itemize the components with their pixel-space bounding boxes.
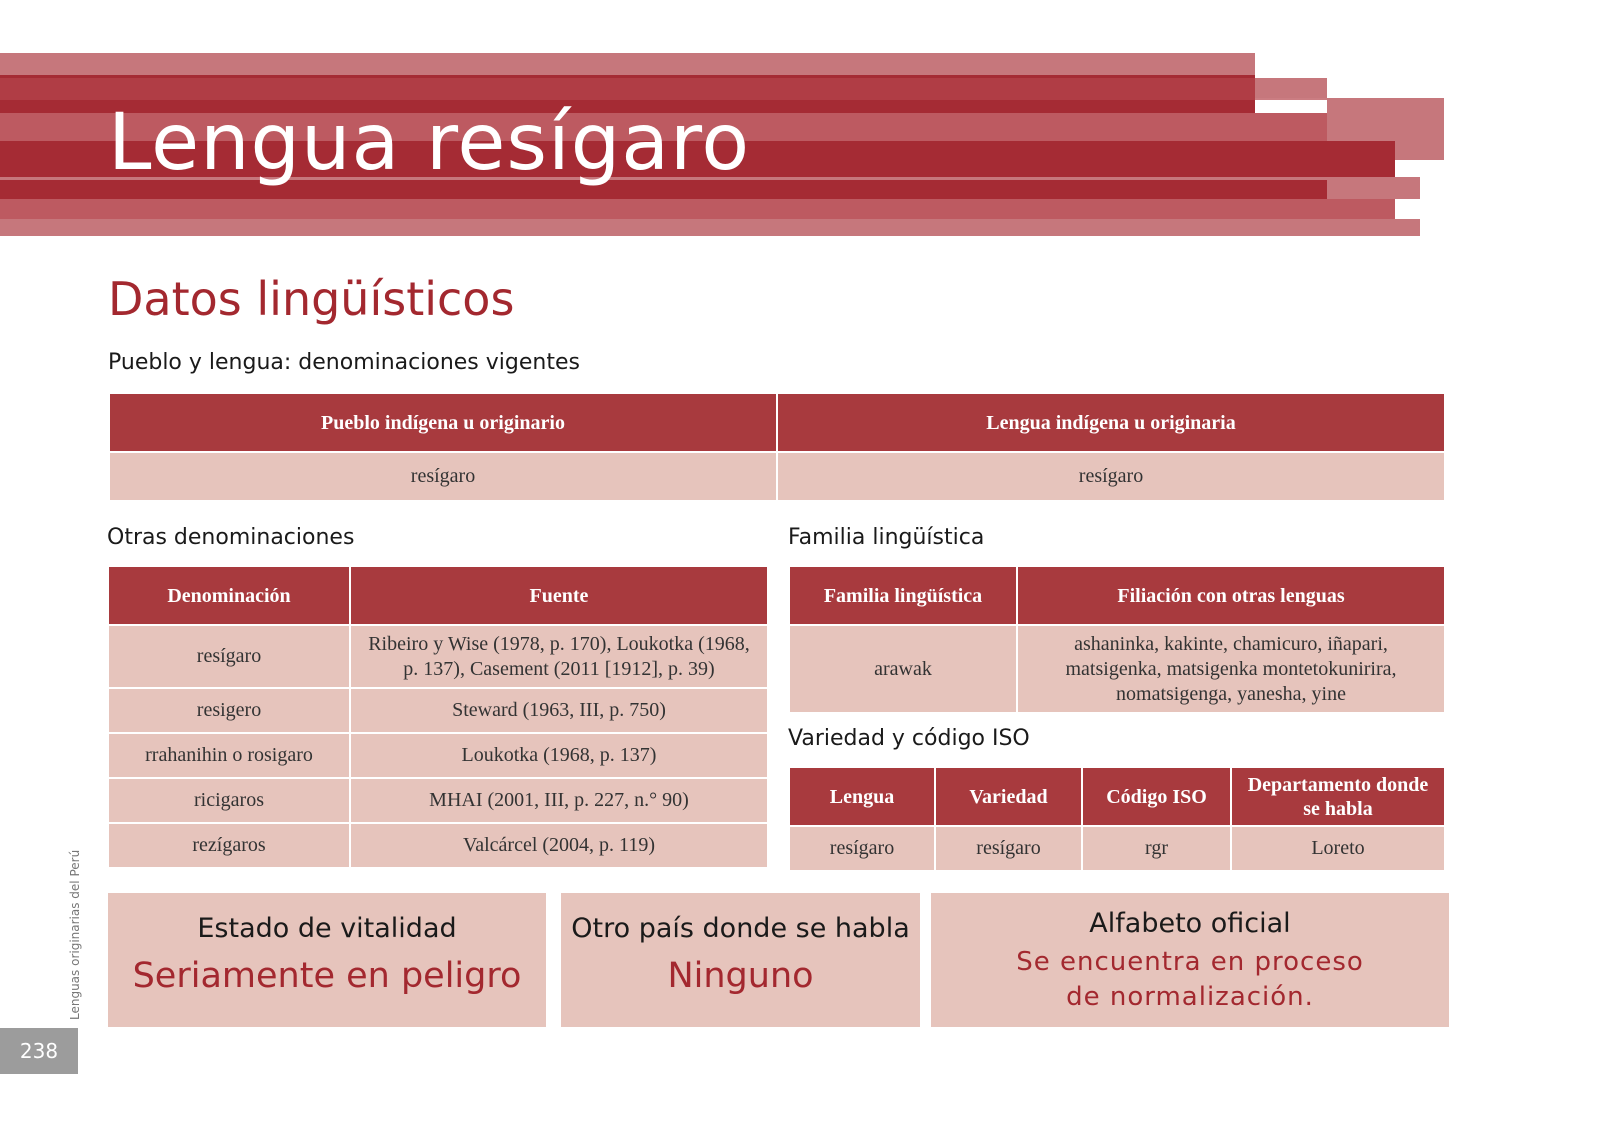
familia-heading: Familia lingüística	[788, 525, 985, 550]
pais-box	[561, 893, 920, 1027]
table-header-row	[108, 566, 768, 625]
pais-label: Otro país donde se habla	[571, 913, 910, 944]
table-cell: resigero	[108, 688, 350, 733]
denominaciones-table	[108, 392, 1446, 502]
table-header-row	[109, 393, 1445, 452]
table-cell: Loreto	[1231, 826, 1445, 871]
table-header-row	[789, 767, 1445, 826]
header-stripe	[0, 199, 1395, 219]
table-row	[108, 688, 768, 733]
table-cell: ashaninka, kakinte, chamicuro, iñapari, matsigenka, matsigenka montetokunirira, nomatsigenga, yanesha, yine	[1017, 625, 1445, 713]
table-row	[108, 823, 768, 868]
table-header-row	[789, 566, 1445, 625]
otras-table	[107, 565, 769, 869]
column-header: Filiación con otras lenguas	[1017, 566, 1445, 625]
table-cell: Ribeiro y Wise (1978, p. 170), Loukotka (1968, p. 137), Casement (2011 [1912], p. 39)	[350, 625, 768, 688]
variedad-table	[788, 766, 1446, 872]
column-header: Código ISO	[1082, 767, 1231, 826]
header-stripe	[1255, 78, 1327, 98]
column-header: Lengua	[789, 767, 935, 826]
column-header: Fuente	[350, 566, 768, 625]
table-cell: resígaro	[109, 452, 777, 501]
table-cell: arawak	[789, 625, 1017, 713]
denominaciones-heading: Pueblo y lengua: denominaciones vigentes	[108, 350, 580, 375]
page-number: 238	[0, 1028, 78, 1074]
familia-table	[788, 565, 1446, 714]
header-stripe	[0, 219, 1420, 236]
table-cell: Steward (1963, III, p. 750)	[350, 688, 768, 733]
table-row	[789, 826, 1445, 871]
table-cell: rgr	[1082, 826, 1231, 871]
table-cell: resígaro	[935, 826, 1082, 871]
vitalidad-label: Estado de vitalidad	[197, 913, 457, 944]
alfabeto-box	[931, 893, 1449, 1027]
alfabeto-label: Alfabeto oficial	[1089, 908, 1291, 939]
table-row	[109, 452, 1445, 501]
table-row	[789, 625, 1445, 713]
table-cell: rrahanihin o rosigaro	[108, 733, 350, 778]
table-cell: ricigaros	[108, 778, 350, 823]
vitalidad-value: Seriamente en peligro	[132, 956, 522, 996]
alfabeto-value-line2: de normalización.	[1066, 982, 1314, 1012]
column-header: Pueblo indígena u originario	[109, 393, 777, 452]
header-stripe	[0, 53, 1255, 75]
vitalidad-box	[108, 893, 546, 1027]
table-cell: Loukotka (1968, p. 137)	[350, 733, 768, 778]
table-cell: Valcárcel (2004, p. 119)	[350, 823, 768, 868]
header-stripe	[0, 78, 1327, 100]
column-header: Departamento donde se habla	[1231, 767, 1445, 826]
table-cell: resígaro	[777, 452, 1445, 501]
table-cell: resígaro	[108, 625, 350, 688]
alfabeto-value-line1: Se encuentra en proceso	[1016, 947, 1364, 977]
column-header: Variedad	[935, 767, 1082, 826]
pais-value: Ninguno	[667, 956, 814, 996]
column-header: Lengua indígena u originaria	[777, 393, 1445, 452]
variedad-heading: Variedad y código ISO	[788, 726, 1030, 751]
side-running-title: Lenguas originarias del Perú	[68, 849, 82, 1020]
table-row	[108, 625, 768, 688]
table-cell: rezígaros	[108, 823, 350, 868]
table-row	[108, 733, 768, 778]
section-title: Datos lingüísticos	[108, 272, 515, 326]
otras-heading: Otras denominaciones	[107, 525, 355, 550]
column-header: Familia lingüística	[789, 566, 1017, 625]
table-cell: resígaro	[789, 826, 935, 871]
table-cell: MHAI (2001, III, p. 227, n.° 90)	[350, 778, 768, 823]
table-row	[108, 778, 768, 823]
column-header: Denominación	[108, 566, 350, 625]
page-title: Lengua resígaro	[108, 98, 751, 188]
